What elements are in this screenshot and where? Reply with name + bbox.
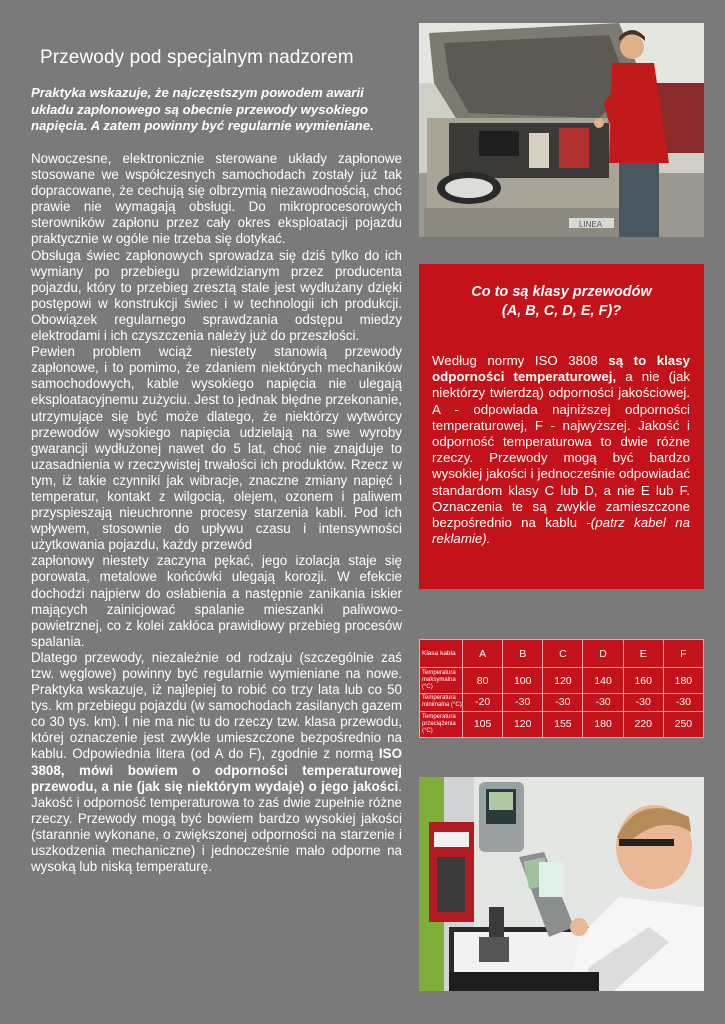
- bold-text: są to klasy odporności temperaturowej,: [432, 353, 690, 385]
- italic-text: (patrz kabel na reklamie).: [432, 515, 690, 547]
- table-cell: B: [503, 640, 543, 668]
- article-paragraph: zapłonowy niestety zaczyna pękać, jego izolacja staje się porowata, metalowe końcówki ulegają korozji. W efekcie dochodzi najpierw do osłabienia a następnie zanikania iskier mających zainicjować spalanie mieszanki paliwowo-powietrznej, co z kolei zakłóca prawidłowy przebieg procesów spalania.: [31, 553, 402, 649]
- car-badge-text: LINEA: [579, 220, 603, 229]
- table-row-label: Temperatura przeciążenia (°C): [420, 711, 463, 737]
- table-header-label: Klasa kabla: [420, 640, 463, 668]
- table-cell: 120: [543, 668, 583, 694]
- table-cell: -30: [623, 694, 663, 712]
- technician-tester-photo: [419, 777, 704, 991]
- car-photo-illustration: [419, 23, 704, 237]
- article-body: [31, 151, 402, 875]
- table-cell: 160: [623, 668, 663, 694]
- table-cell: 155: [543, 711, 583, 737]
- bold-text: ISO 3808, mówi bowiem o odporności temperaturowej przewodu, a nie (jak się niektórym wydaje) o jego jakości: [31, 746, 402, 794]
- mechanic-car-photo: [419, 23, 704, 237]
- table-row: [420, 711, 704, 737]
- text-span: a nie (jak niektórzy twierdzą) odporności jakościowej. A - odpowiada najniższej odporności temperaturowej, F - najwyższej. Jakość i odporność temperaturowa to dwie różne rzeczy. Przewody mogą być bardzo wysokiej jakości i jednocześnie odpowiadać standardom klasy C lub D, a nie E lub F. Oznaczenia te są zwykle zamieszczone bezpośrednio na kablu -: [432, 369, 690, 531]
- text-span: . Jakość i odporność temperaturowa to zaś dwie zupełnie różne rzeczy. Przewody mogą być bowiem bardzo wysokiej jakości (starannie wykonane, o zwiększonej odporności na starzenie i uszkodzenia mechaniczne) i jednocześnie mało odporne na wysoką lub niską temperaturę.: [31, 778, 402, 875]
- table-row: [420, 668, 704, 694]
- table-cell: 120: [503, 711, 543, 737]
- lead-paragraph: Praktyka wskazuje, że najczęstszym powodem awarii układu zapłonowego są obecnie przewody wysokiego napięcia. A zatem powinny być regularnie wymieniane.: [31, 85, 374, 133]
- table-cell: 220: [623, 711, 663, 737]
- article-paragraph: Obsługa świec zapłonowych sprowadza się dziś tylko do ich wymiany po przebiegu przewidzianym przez producenta pojazdu, który to przebieg zresztą stale jest wydłużany dzięki postępowi w konstrukcji świec i w technologii ich produkcji. Obowiązek regularnego sprawdzania odstępu miedzy elektrodami i ich czyszczenia należy już do przeszłości.: [31, 247, 402, 344]
- table-row-label: Temperatura maksymalna (°C): [420, 668, 463, 694]
- table-row-label: Temperatura minimalna (°C): [420, 694, 463, 712]
- table-cell: D: [583, 640, 623, 668]
- info-title: [419, 283, 704, 321]
- table-cell: -20: [463, 694, 503, 712]
- info-title-line: (A, B, C, D, E, F)?: [501, 303, 622, 319]
- table-cell: 140: [583, 668, 623, 694]
- info-box: [419, 264, 704, 589]
- table-row: [420, 694, 704, 712]
- text-span: Dlatego przewody, niezależnie od rodzaju (szczególnie zaś tzw. węglowe) powinny być regularnie wymieniane na nowe. Praktyka wskazuje, iż najlepiej to robić co trzy lata lub co 50 tys. km przebiegu pojazdu (w samochodach zasilanych gazem co 30 tys. km). I nie ma nic tu do rzeczy tzw. klasa przewodu, której oznaczenie jest zwykle umieszczone bezpośrednio na kablu. Odpowiednia litera (od A do F), zgodnie z normą: [31, 649, 402, 762]
- table-header-row: [420, 640, 704, 668]
- table-cell: C: [543, 640, 583, 668]
- info-title-line: Co to są klasy przewodów: [471, 284, 652, 300]
- info-text: [432, 353, 690, 547]
- cable-class-table: [419, 639, 704, 738]
- table-cell: -30: [543, 694, 583, 712]
- table-cell: 105: [463, 711, 503, 737]
- table-cell: 100: [503, 668, 543, 694]
- table-cell: F: [663, 640, 703, 668]
- article-paragraph: Nowoczesne, elektronicznie sterowane układy zapłonowe stosowane we współczesnych samochodach zostały już tak dopracowane, że cechują się olbrzymią niezawodnością, choć prawie nie wymagają obsługi. Do mikroprocesorowych sterowników zapłonu przez cały okres eksploatacji pojazdu praktycznie w ogóle nie trzeba się dotykać.: [31, 151, 402, 247]
- class-table: [419, 639, 704, 738]
- page-title: Przewody pod specjalnym nadzorem: [40, 47, 354, 68]
- table-cell: E: [623, 640, 663, 668]
- table-cell: -30: [663, 694, 703, 712]
- table-cell: 250: [663, 711, 703, 737]
- table-cell: A: [463, 640, 503, 668]
- table-cell: -30: [583, 694, 623, 712]
- table-cell: 180: [583, 711, 623, 737]
- table-cell: 80: [463, 668, 503, 694]
- article-paragraph: [31, 650, 402, 875]
- tester-photo-illustration: [419, 777, 704, 991]
- table-cell: 180: [663, 668, 703, 694]
- article-paragraph: Pewien problem wciąż niestety stanowią przewody zapłonowe, i to pomimo, że zdaniem niektórych mechaników samochodowych, kable wysokiego napięcia nie ulegają eksploatacyjnemu zużyciu. Jest to jednak błędne przekonanie, utrzymujące się być może dlatego, że niektórzy wytwórcy przewodów wysokiego napięcia udzielają na swe wyroby gwarancji wydłużonej nawet do 5 lat, choć nie znajduje to uzasadnienia w rzeczywistej trwałości ich produktów. Rzecz w tym, iż takie czynniki jak wibracje, znaczne zmiany napięć i temperatur, kontakt z wilgocią, olejem, ozonem i paliwem przyspieszają nieuchronne procesy starzenia kabli. Pod ich wpływem, stosownie do upływu czasu i intensywności użytkowania pojazdu, każdy przewód: [31, 344, 402, 553]
- text-span: Według normy ISO 3808: [432, 353, 609, 368]
- table-cell: -30: [503, 694, 543, 712]
